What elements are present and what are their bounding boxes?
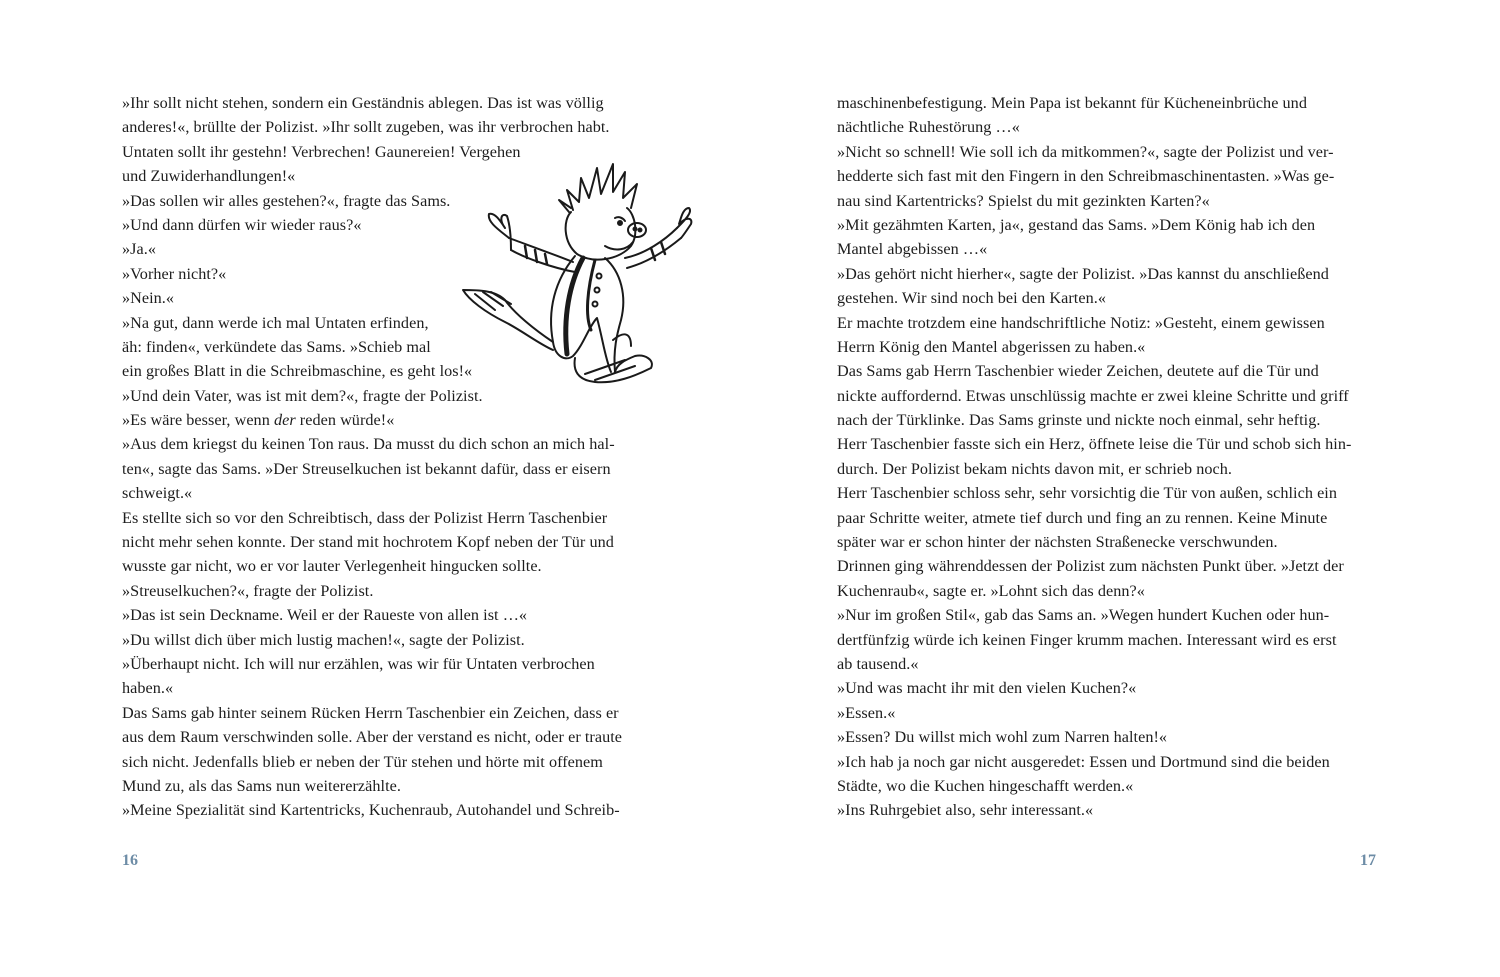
text-line: »Mit gezähmten Karten, ja«, gestand das Sams. »Dem König hab ich den — [837, 215, 1316, 234]
text-line: anderes!«, brüllte der Polizist. »Ihr sollt zugeben, was ihr verbrochen habt. — [122, 118, 610, 137]
text-line: »Na gut, dann werde ich mal Untaten erfinden, — [122, 313, 429, 332]
text-line: »Vorher nicht?« — [122, 264, 227, 283]
text-line: ten«, sagte das Sams. »Der Streuselkuchen ist bekannt dafür, dass er eisern — [122, 459, 611, 478]
text-line: Mund zu, als das Sams nun weitererzählte. — [122, 776, 401, 795]
text-line: wusste gar nicht, wo er vor lauter Verlegenheit hingucken sollte. — [122, 557, 542, 576]
text-line: durch. Der Polizist bekam nichts davon mit, er schrieb noch. — [837, 459, 1233, 478]
text-line: »Und was macht ihr mit den vielen Kuchen?« — [837, 679, 1137, 698]
text-line: »Ich hab ja noch gar nicht ausgeredet: Essen und Dortmund sind die beiden — [837, 752, 1330, 771]
right-page — [750, 0, 1500, 977]
text-line: »Du willst dich über mich lustig machen!«, sagte der Polizist. — [122, 630, 525, 649]
text-line: Er machte trotzdem eine handschriftliche Notiz: »Gesteht, einem gewissen — [837, 313, 1325, 332]
text-line: nach der Türklinke. Das Sams grinste und nickte noch einmal, sehr heftig. — [837, 411, 1321, 430]
text-line: »Meine Spezialität sind Kartentricks, Kuchenraub, Autohandel und Schreib- — [122, 801, 620, 820]
text-line: gestehen. Wir sind noch bei den Karten.« — [837, 289, 1106, 308]
text-line: »Ihr sollt nicht stehen, sondern ein Geständnis ablegen. Das ist was völlig — [122, 94, 604, 112]
text-line: »Nein.« — [122, 289, 175, 308]
text-line: nächtliche Ruhestörung …« — [837, 118, 1020, 137]
text-line: »Streuselkuchen?«, fragte der Polizist. — [122, 581, 374, 600]
text-line: »Ins Ruhrgebiet also, sehr interessant.« — [837, 801, 1094, 820]
text-line: aus dem Raum verschwinden solle. Aber der verstand es nicht, oder er traute — [122, 728, 623, 747]
text-line: »Nur im großen Stil«, gab das Sams an. »Wegen hundert Kuchen oder hun- — [837, 606, 1330, 625]
text-line: »Nicht so schnell! Wie soll ich da mitkommen?«, sagte der Polizist und ver- — [837, 142, 1334, 161]
text-line: »Das ist sein Deckname. Weil er der Raueste von allen ist …« — [122, 606, 528, 625]
text-line: »Ja.« — [122, 240, 156, 259]
text-line: paar Schritte weiter, atmete tief durch und fing an zu rennen. Keine Minute — [837, 508, 1328, 527]
text-line: schweigt.« — [122, 484, 193, 503]
text-line: »Essen.« — [837, 703, 896, 722]
text-line: dertfünfzig würde ich keinen Finger krumm machen. Interessant wird es erst — [837, 630, 1337, 649]
text-line: »Überhaupt nicht. Ich will nur erzählen, was wir für Untaten verbrochen — [122, 654, 595, 673]
text-line: »Aus dem kriegst du keinen Ton raus. Da musst du dich schon an mich hal- — [122, 435, 615, 454]
text-line: »Und dein Vater, was ist mit dem?«, fragte der Polizist. — [122, 386, 483, 405]
text-line: Drinnen ging währenddessen der Polizist zum nächsten Punkt über. »Jetzt der — [837, 557, 1344, 576]
text-line: nicht mehr sehen konnte. Der stand mit hochrotem Kopf neben der Tür und — [122, 533, 614, 552]
text-line: nickte auffordernd. Etwas unschlüssig machte er zwei kleine Schritte und griff — [837, 386, 1349, 405]
text-line: »Es wäre besser, wenn der reden würde!« — [122, 411, 395, 430]
text-line: äh: finden«, verkündete das Sams. »Schieb mal — [122, 337, 431, 356]
text-line: maschinenbefestigung. Mein Papa ist bekannt für Kücheneinbrüche und — [837, 94, 1307, 112]
text-line: sich nicht. Jedenfalls blieb er neben der Tür stehen und hörte mit offenem — [122, 752, 603, 771]
text-line: später war er schon hinter der nächsten Straßenecke verschwunden. — [837, 533, 1278, 552]
text-line: ein großes Blatt in die Schreibmaschine, es geht los!« — [122, 362, 473, 381]
text-line: Es stellte sich so vor den Schreibtisch, dass der Polizist Herrn Taschenbier — [122, 508, 608, 527]
sams-illustration — [455, 150, 700, 390]
text-line: »Essen? Du willst mich wohl zum Narren halten!« — [837, 728, 1168, 747]
text-line: Untaten sollt ihr gestehn! Verbrechen! Gaunereien! Vergehen — [122, 142, 521, 161]
text-line: Kuchenraub«, sagte er. »Lohnt sich das denn?« — [837, 581, 1145, 600]
text-line: Städte, wo die Kuchen hingeschafft werden.« — [837, 776, 1134, 795]
page-number-left: 16 — [122, 852, 138, 869]
text-line: Herr Taschenbier schloss sehr, sehr vorsichtig die Tür von außen, schlich ein — [837, 484, 1338, 503]
text-line: Herr Taschenbier fasste sich ein Herz, öffnete leise die Tür und schob sich hin- — [837, 435, 1352, 454]
right-page-text — [837, 91, 1397, 823]
text-line: hedderte sich fast mit den Fingern in den Schreibmaschinentasten. »Was ge- — [837, 167, 1335, 186]
text-line: und Zuwiderhandlungen!« — [122, 167, 296, 186]
text-line: »Und dann dürfen wir wieder raus?« — [122, 215, 362, 234]
text-line: haben.« — [122, 679, 174, 698]
page-number-right: 17 — [1360, 852, 1376, 869]
text-line: Das Sams gab hinter seinem Rücken Herrn Taschenbier ein Zeichen, dass er — [122, 703, 619, 722]
text-line: ab tausend.« — [837, 654, 919, 673]
text-line: Das Sams gab Herrn Taschenbier wieder Zeichen, deutete auf die Tür und — [837, 362, 1319, 381]
text-line: nau sind Kartentricks? Spielst du mit gezinkten Karten?« — [837, 191, 1210, 210]
text-line: »Das sollen wir alles gestehen?«, fragte das Sams. — [122, 191, 451, 210]
text-line: »Das gehört nicht hierher«, sagte der Polizist. »Das kannst du anschließend — [837, 264, 1329, 283]
text-line: Herrn König den Mantel abgerissen zu haben.« — [837, 337, 1146, 356]
text-line: Mantel abgebissen …« — [837, 240, 988, 259]
